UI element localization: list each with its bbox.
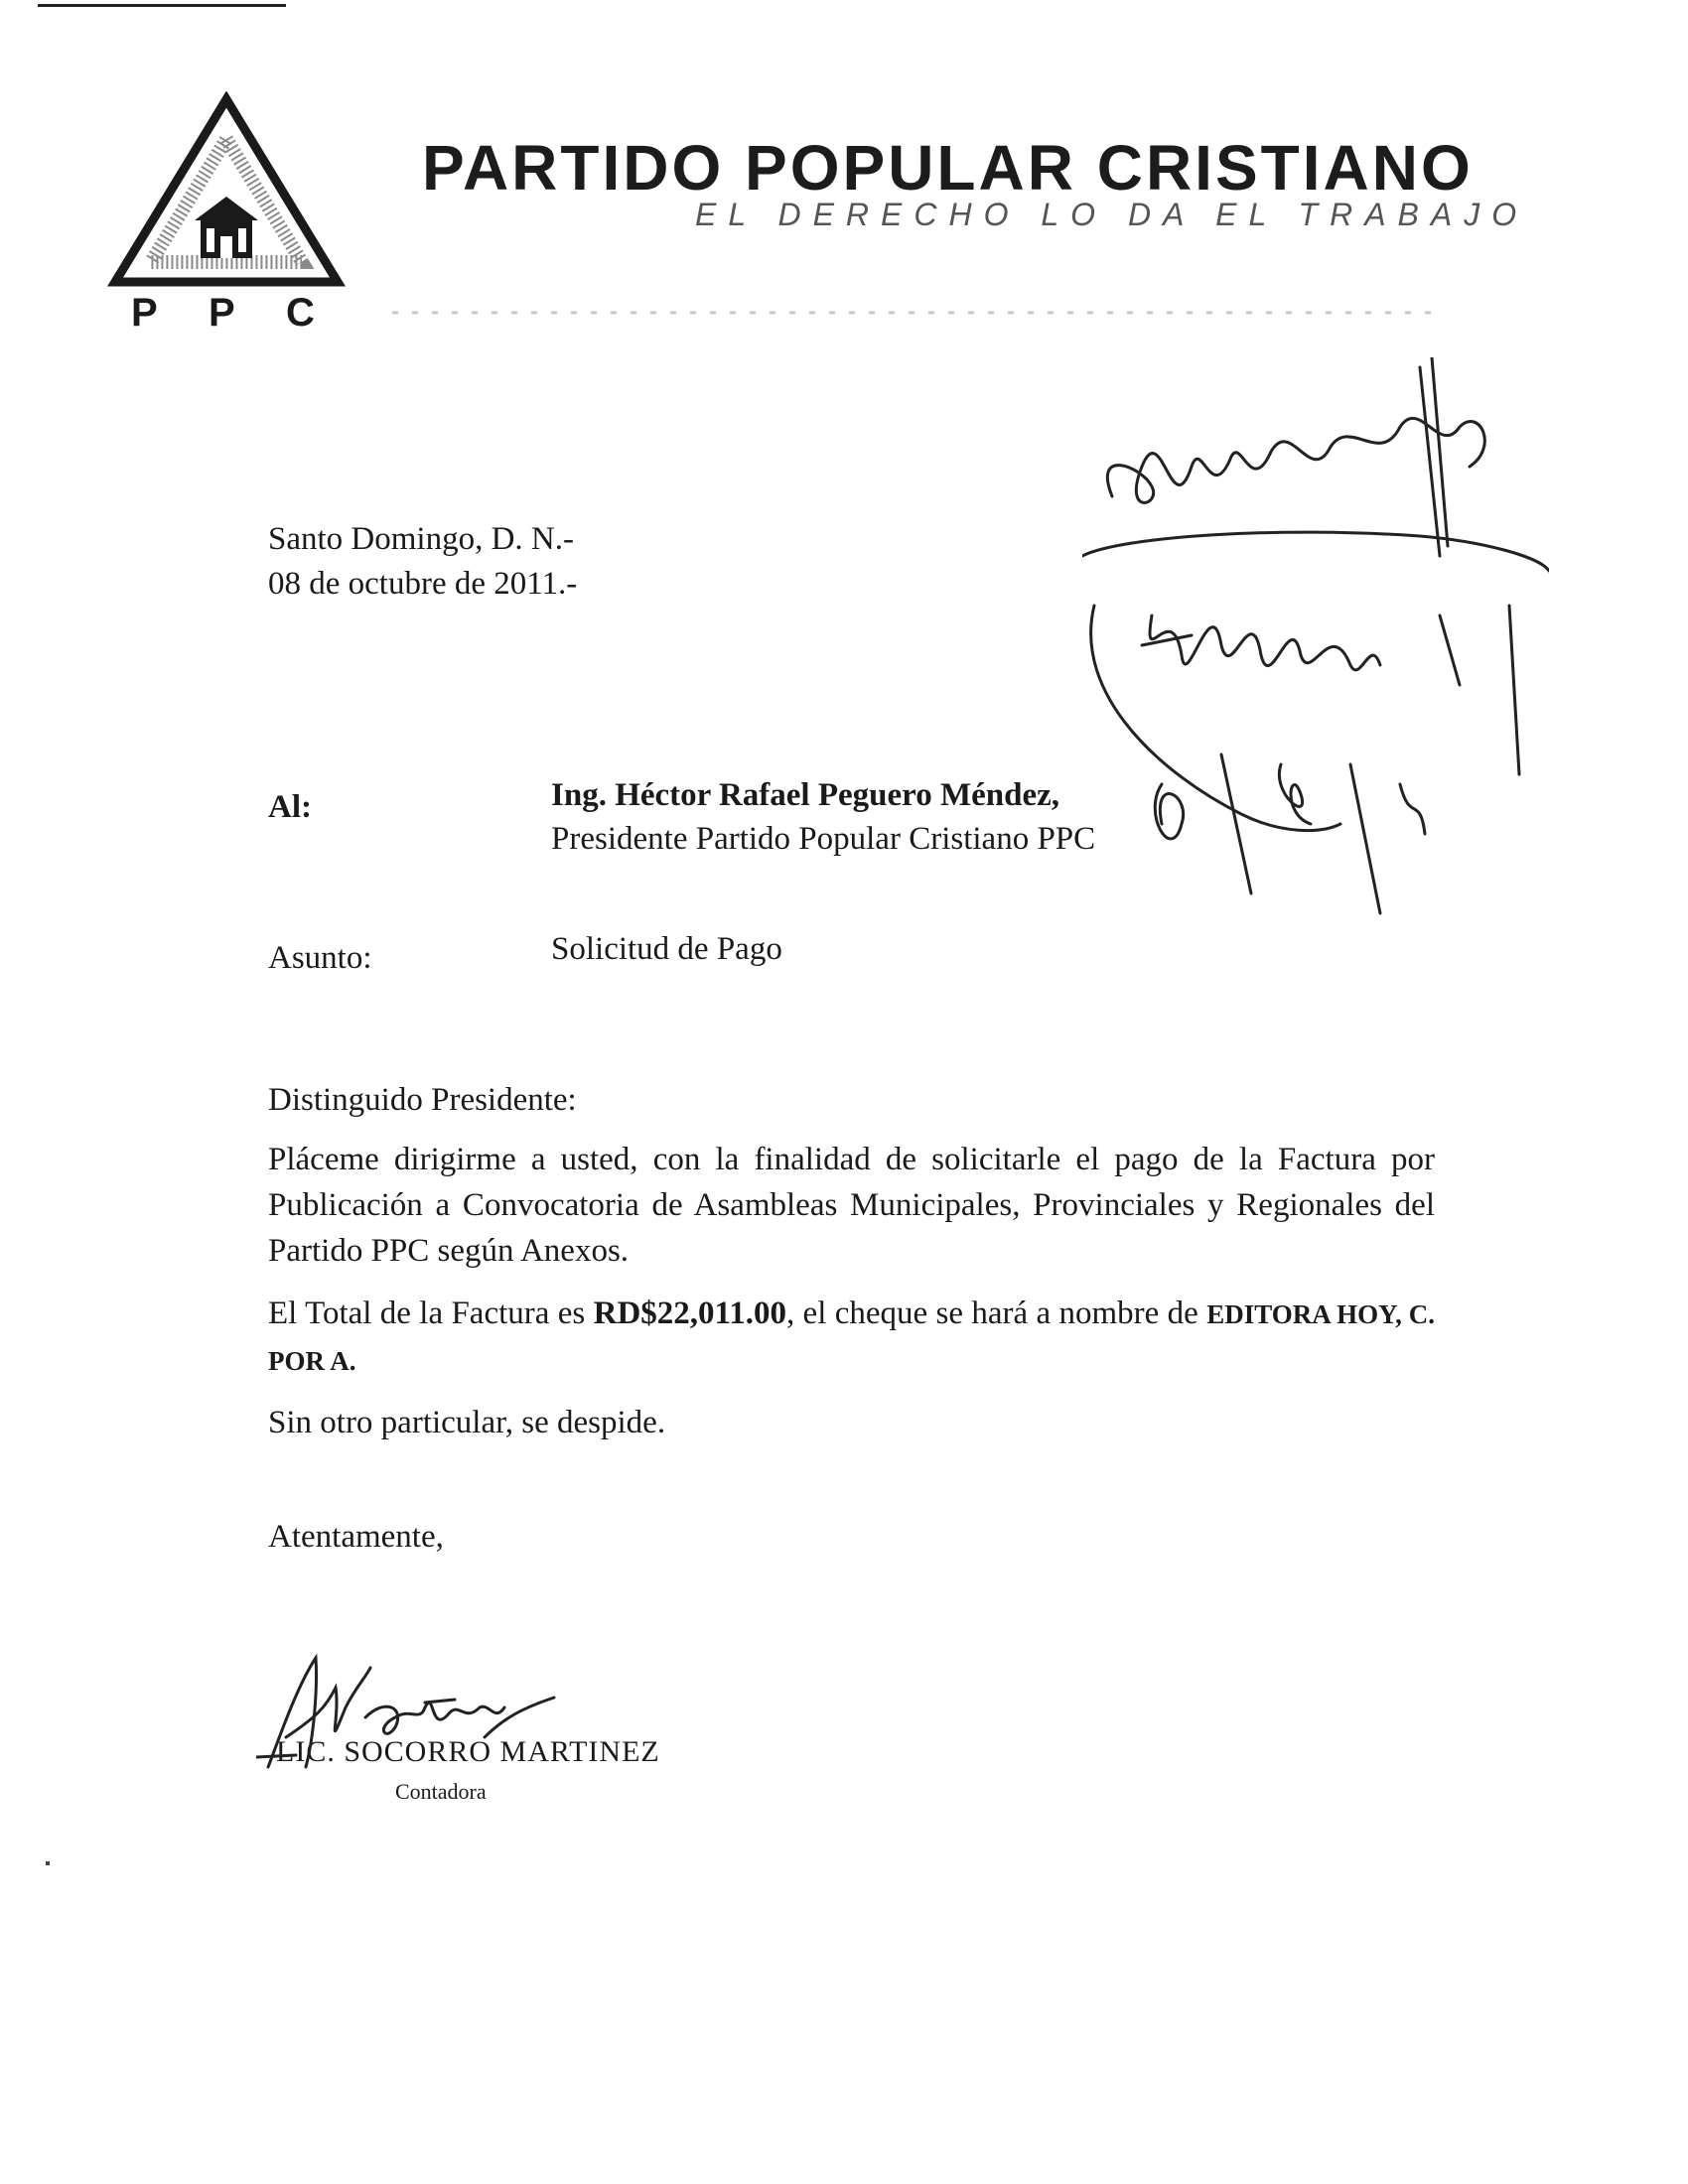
greeting: Distinguido Presidente: — [268, 1082, 577, 1118]
signer-signature — [256, 1648, 564, 1787]
signer-name: LIC. SOCORRO MARTINEZ — [276, 1735, 660, 1768]
svg-text:P: P — [209, 291, 235, 330]
subject-label: Asunto: — [268, 940, 372, 976]
approval-signature — [1082, 357, 1549, 953]
payee-name: EDITORA HOY, C. POR A. — [268, 1299, 1435, 1376]
signer-role: Contadora — [395, 1779, 487, 1804]
letterhead-faint-line — [392, 298, 1435, 328]
body-paragraph-3: Sin otro particular, se despide. — [268, 1405, 666, 1440]
scan-edge-mark — [38, 4, 286, 7]
subject-text: Solicitud de Pago — [551, 931, 782, 967]
closing: Atentamente, — [268, 1519, 444, 1555]
body-paragraph-1: Pláceme dirigirme a usted, con la finalidad de solicitarle el pago de la Factura por Publicación a Convocatoria de Asambleas Municipales, Provinciales y Regionales del Partido PPC según Anexos. — [268, 1142, 1435, 1269]
recipient-label: Al: — [268, 789, 312, 825]
svg-text:C: C — [286, 291, 315, 330]
letter-place: Santo Domingo, D. N.- — [268, 521, 574, 557]
recipient-title: Presidente Partido Popular Cristiano PPC — [551, 821, 1096, 857]
recipient-name: Ing. Héctor Rafael Peguero Méndez, — [551, 777, 1059, 813]
letter-date: 08 de octubre de 2011.- — [268, 566, 578, 602]
paragraph-2-prefix: El Total de la Factura es — [268, 1296, 594, 1331]
paragraph-2-middle: , el cheque se hará a nombre de — [785, 1296, 1207, 1331]
org-motto: EL DERECHO LO DA EL TRABAJO — [695, 197, 1529, 232]
org-name: PARTIDO POPULAR CRISTIANO — [422, 132, 1474, 204]
scan-speck — [46, 1861, 50, 1865]
invoice-total-amount: RD$22,011.00 — [593, 1296, 786, 1331]
svg-text:P: P — [131, 291, 158, 330]
body-paragraph-2 — [268, 1291, 1435, 1384]
ppc-logo — [107, 91, 346, 330]
